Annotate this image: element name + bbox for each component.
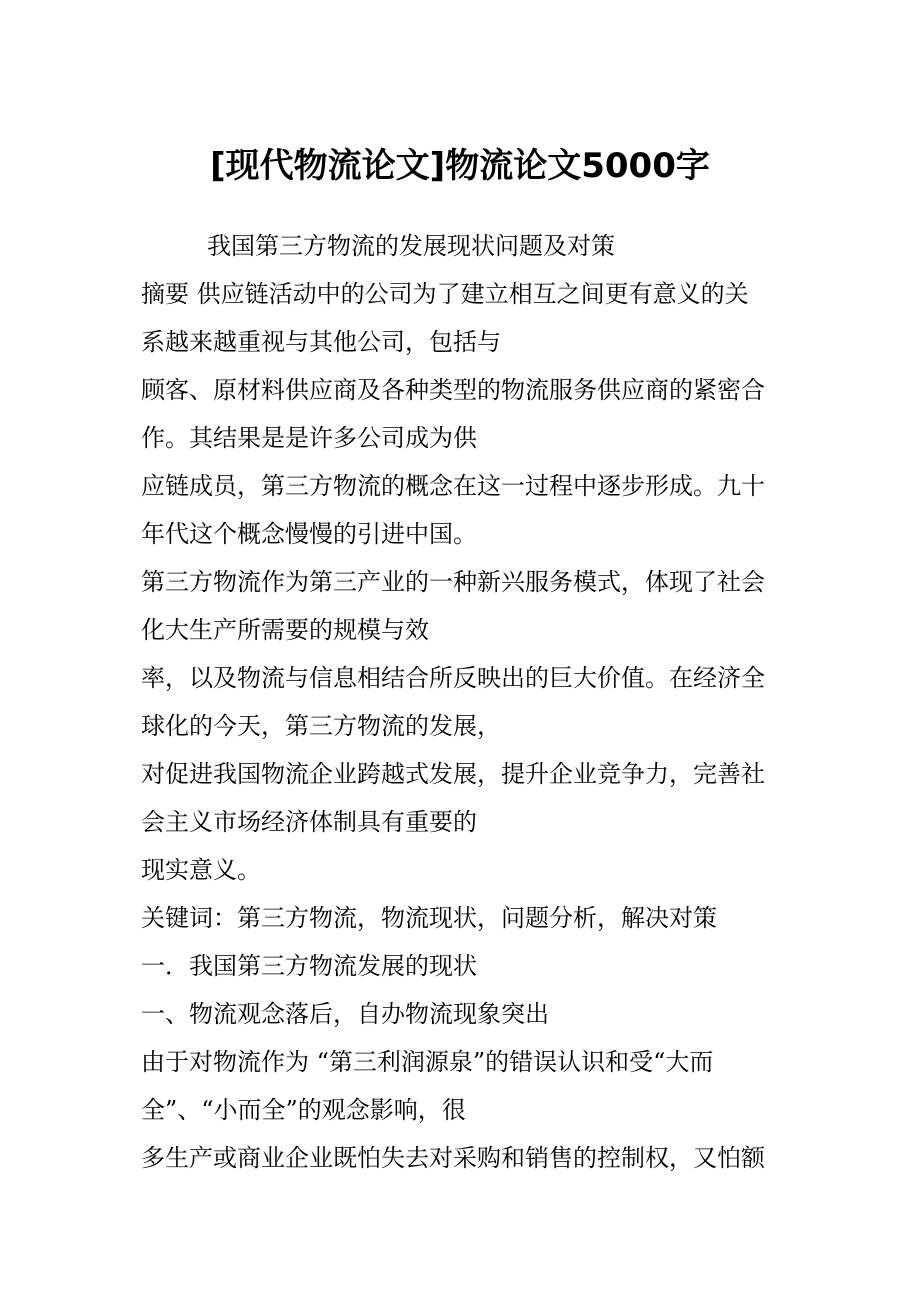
document-subtitle: 我国第三方物流的发展现状问题及对策 [207,232,615,260]
text-line: 顾客、原材料供应商及各种类型的物流服务供应商的紧密合 [141,376,765,404]
document-title: [现代物流论文]物流论文5000字 [210,146,710,186]
keywords-line: 关键词：第三方物流，物流现状，问题分析，解决对策 [141,904,717,932]
text-line: 摘要 供应链活动中的公司为了建立相互之间更有意义的关 [141,280,749,308]
text-line: 作。其结果是是许多公司成为供 [141,424,477,452]
subsection-heading: 一、物流观念落后，自办物流现象突出 [141,1000,549,1028]
text-line: 多生产或商业企业既怕失去对采购和销售的控制权，又怕额 [141,1144,765,1172]
text-line: 系越来越重视与其他公司，包括与 [141,328,501,356]
text-line: 球化的今天，第三方物流的发展， [141,712,501,740]
text-line: 化大生产所需要的规模与效 [141,616,429,644]
document-body [141,222,786,1182]
text-line: 由于对物流作为 “第三利润源泉”的错误认识和受“大而 [141,1048,714,1076]
text-line: 现实意义。 [141,856,261,884]
text-line: 应链成员，第三方物流的概念在这一过程中逐步形成。九十 [141,472,765,500]
text-line: 对促进我国物流企业跨越式发展，提升企业竞争力，完善社 [141,760,765,788]
text-line: 年代这个概念慢慢的引进中国。 [141,520,477,548]
text-line: 率，以及物流与信息相结合所反映出的巨大价值。在经济全 [141,664,765,692]
text-line: 第三方物流作为第三产业的一种新兴服务模式，体现了社会 [141,568,765,596]
text-line: 全”、“小而全”的观念影响，很 [141,1096,466,1124]
section-heading: 一．我国第三方物流发展的现状 [141,952,477,980]
text-line: 会主义市场经济体制具有重要的 [141,808,477,836]
